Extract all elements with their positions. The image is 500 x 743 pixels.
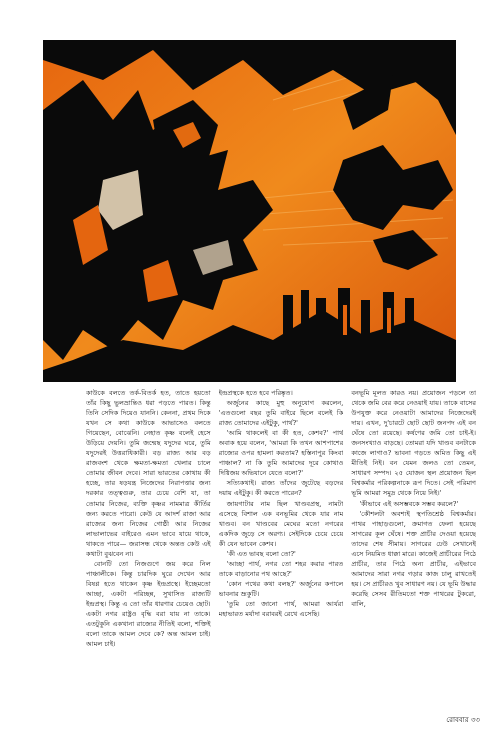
paragraph: কাউকে বলতে তর্ক-বিতর্ক হত, তাতে হয়তো তাঁর কিছু ভুলভ্রান্তিও ধরা পড়তে পারত। কিন্তু তিনি সেদিক দিয়েও যাননি। কেননা, প্রথম দিকে যখন সে কথা কাউকে আভাসেও বলতে গিয়েছেন, বোঝেনি। নেহাত কৃষ্ণ বলেই হেসে উড়িয়ে দেয়নি। তুমি জন্মেছ যদুদের ঘরে, তুমি যদুদেরই উত্তরাধিকারী। বড় রাজ্য আর বড় রাজবংশ থেকে ক্ষমতা-ক্ষমতা খেলার চালে তোমার জীবন দেবে। সারা ভারতের কোথায় কী হচ্ছে, তার ষড়যন্ত্র নিজেদের নিরাপত্তার জন্য দরকার তত্ত্বগুরু, তার চেয়ে বেশি যা, তা তোমার নিজের, ব্যক্তি কৃষ্ণর নামমাত্র কীর্তির জন্য করতে পারো। কেউ যে আদর্শ রাজা আর রাজ্যের জন্য নিজের গোষ্ঠী আর নিজের লাভালাভের বাইরেও এমন ভাবে যায়ে থাকে, থাকতে পারে— জরাসন্ধ থেকে অন্তত কেউ এই কথাটা বুঝবেন না। [86,389,211,558]
paragraph: 'আচ্ছা পার্থ, নগর তো শহর করার পারত তাকে বাড়ানোর পথ আছে?' [218,559,344,578]
paragraph: ইন্দ্রপ্রস্থকে হতে হবে পরিষ্কৃত। [218,389,293,397]
paragraph: 'কৌশলটা অবশ্যই স্থপতিশ্রেষ্ঠ বিশ্বকর্মার। পাথর পাহাড়গুলো, ক্রমাগত ফেলা হয়েছে সাগরের কূল ঘেঁষে। শক্ত প্রাচীর দেওয়া হয়েছে তাদের শেষ সীমায়। সাগরের ঢেউ সেখানেই এসে নিয়মিত ধাক্কা মারে। কাজেই প্রাচীরের পিঠে প্রাচীর, তার পিঠে অন্য প্রাচীর, এইভাবে আমাদের সারা নগর গড়ার কাজ চালু রাখতেই হয়। সে প্রাচীরও খুব সাধারণ নয়। যে ভূমি উদ্ধার করেছি সেসব রীতিমতো শক্ত পাথরের টুকরো, বালি, [351,509,477,608]
paragraph: সত্যিকথাই। রাজ্য তাঁদের জুটেছে বড়দের দয়ায় এইটুকু। কী করতে পারেন? [218,479,344,498]
article-illustration [43,40,456,382]
page-footer [420,714,480,726]
paragraph: বনভূমি মূলত কারও নয়। প্রয়োজন পড়লে তা থেকে জমি বের করে নেওয়াই যায়। তাকে বাসের উপযুক্ত করে নেওয়াটা আমাদের নিজেদেরই দায়। এখন, দু'চারটে ছোট ছোট জনপদ এই বন ঘেঁষে তো রয়েছে। কর্ষণের জমি তো চাই-ই। জনসংখ্যাও বাড়ছে। তোমরা যদি খাণ্ডব বনটাকে কাজে লাগাও? ভাবনা গড়তে অমিত কিছু এই মীতিই নিই। বন যেমন জলও তো তেমন, সাধারণ সম্পদ। ২৫ যোজন স্থল প্রয়োজন ছিল বিশ্বকর্মার পরিকল্পনাকে রূপ দিতে। সেই পরিমাণ ভূমি আমরা সমুদ্র থেকে নিয়ে নিই।' [351,389,477,498]
article-column-3 [351,388,476,708]
article-body [86,388,476,708]
abstract-artwork [43,40,456,382]
paragraph: বোনটি তো নিজগুণে জয় করে নিল পাঞ্চালীকে। কিন্তু চারদিক ঘুরে দেখেন আর বিষণ্ণ হতে থাকেন কৃষ্ণ ইন্দ্রপ্রস্থে। ইচ্ছেমতো আচ্ছা, একটা পরিচ্ছন্ন, সুখাসিত রাজ্যটি ইন্দ্রপ্রস্থ। কিন্তু এ তো তাঁর ধারণার চেয়েও ছোট। একটা নগর রাষ্ট্রও বৃদ্ধি বরা যায় না তাকে। এতটুকুনি একখানা রাজ্যের নীতিই বলো, শক্তিই বলো তাকে আমল দেবে কে? অন্ত আমল চাই। আমল চাই। [86,559,211,649]
article-column-1 [86,388,211,708]
page-number-label: রোববার ৩৩ [446,716,480,724]
paragraph: 'কীভাবে এই অসম্ভবকে সম্ভব করলে?' [359,499,459,508]
paragraph: 'আমি থাকলেই বা কী হত, কেশব?' পার্থ অবাক হয়ে বলেন, 'আমরা কি তখন আশপাশের রাজ্যের ওপর হামলা করতাম? হস্তিনাপুর কিংবা পাঞ্চাল? না কি তুমি আমাদের দূরে কোথাও দিগ্বিজয় অভিযানে যেতে বলো?' [218,429,344,478]
paragraph: অর্জুনের কাছে মুহু অনুযোগ করলেন, 'এতগুলো বছর তুমি বাইরে ছিলে বলেই কি রাজ্য তোমাদের এইটুকু, পার্থ?' [218,399,344,428]
paragraph: জায়গাটার নাম ছিল খাণ্ডবপ্রস্থ, নামটা এসেছে বিশাল এক বনভূমির থেকে যার নাম খাণ্ডব। বন খাণ্ডবের মেঘের মতো নগরের একদিক জুড়ে সে অরণ্য। সেইদিকে চেয়ে চেয়ে কী যেন ভাবেন কেশব। [218,499,344,548]
paragraph: 'কী এত ভাবছ বলো তো?' [226,549,296,558]
paragraph: 'কোন পথের কথা বলছ?' অর্জুনের কপালে ভাবনার ভ্রূকুটি। [218,579,344,598]
paragraph: 'তুমি তো জানো পার্থ, আমরা আর্যরা মহাভারত মর্যাদা বরাবরই রেখে এসেছি। [218,599,344,619]
article-column-2 [219,388,344,708]
